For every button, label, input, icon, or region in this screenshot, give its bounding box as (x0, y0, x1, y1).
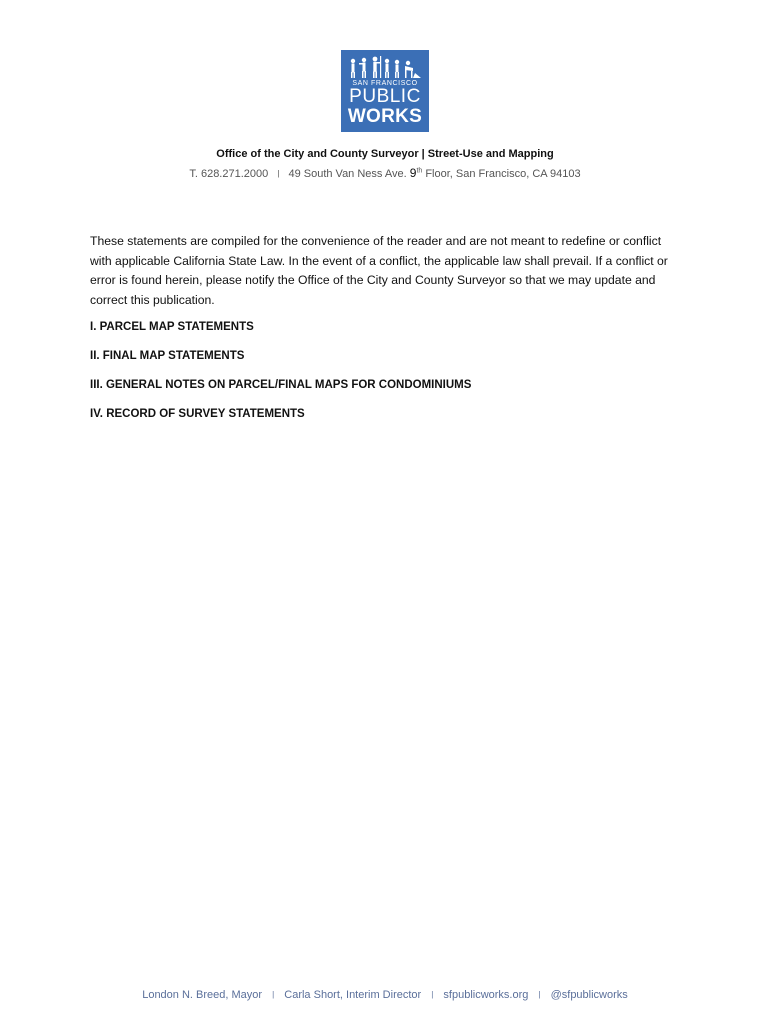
footer (0, 989, 770, 1001)
section-heading-parcel-map: I. PARCEL MAP STATEMENTS (90, 321, 254, 333)
office-floor-suffix: th (416, 167, 423, 175)
section-heading-record-of-survey: IV. RECORD OF SURVEY STATEMENTS (90, 408, 305, 420)
separator: | (431, 990, 434, 999)
section-list (90, 319, 471, 435)
separator: | (272, 990, 275, 999)
section-heading-final-map: II. FINAL MAP STATEMENTS (90, 350, 245, 362)
separator: | (538, 990, 541, 999)
sf-public-works-logo (341, 50, 429, 132)
workers-silhouette-icon (347, 55, 423, 79)
footer-social-handle: @sfpublicworks (550, 989, 628, 1001)
office-title: Office of the City and County Surveyor | Street-Use and Mapping (216, 148, 554, 160)
logo-city-text: SAN FRANCISCO (352, 80, 418, 87)
logo-public-text: PUBLIC (349, 86, 421, 107)
intro-paragraph: These statements are compiled for the convenience of the reader and are not meant to redefine or conflict with applicable California State Law. In the event of a conflict, the applicable law shall prevail. If a conflict or error is found herein, please notify the Office of the City and County Surveyor so that we may update and correct this publication. (90, 234, 668, 307)
office-address-city: Floor, San Francisco, CA 94103 (422, 168, 581, 180)
office-phone: T. 628.271.2000 (189, 168, 269, 180)
office-address-street: 49 South Van Ness Ave. (288, 168, 410, 180)
logo-works-text: WORKS (347, 106, 423, 127)
footer-director: Carla Short, Interim Director (284, 989, 422, 1001)
section-heading-condominium-notes: III. GENERAL NOTES ON PARCEL/FINAL MAPS FOR CONDOMINIUMS (90, 379, 472, 391)
office-contact-line (0, 166, 770, 180)
footer-website: sfpublicworks.org (443, 989, 529, 1001)
separator: | (277, 169, 280, 178)
footer-mayor: London N. Breed, Mayor (142, 989, 263, 1001)
office-floor-number: 9 (409, 166, 417, 180)
